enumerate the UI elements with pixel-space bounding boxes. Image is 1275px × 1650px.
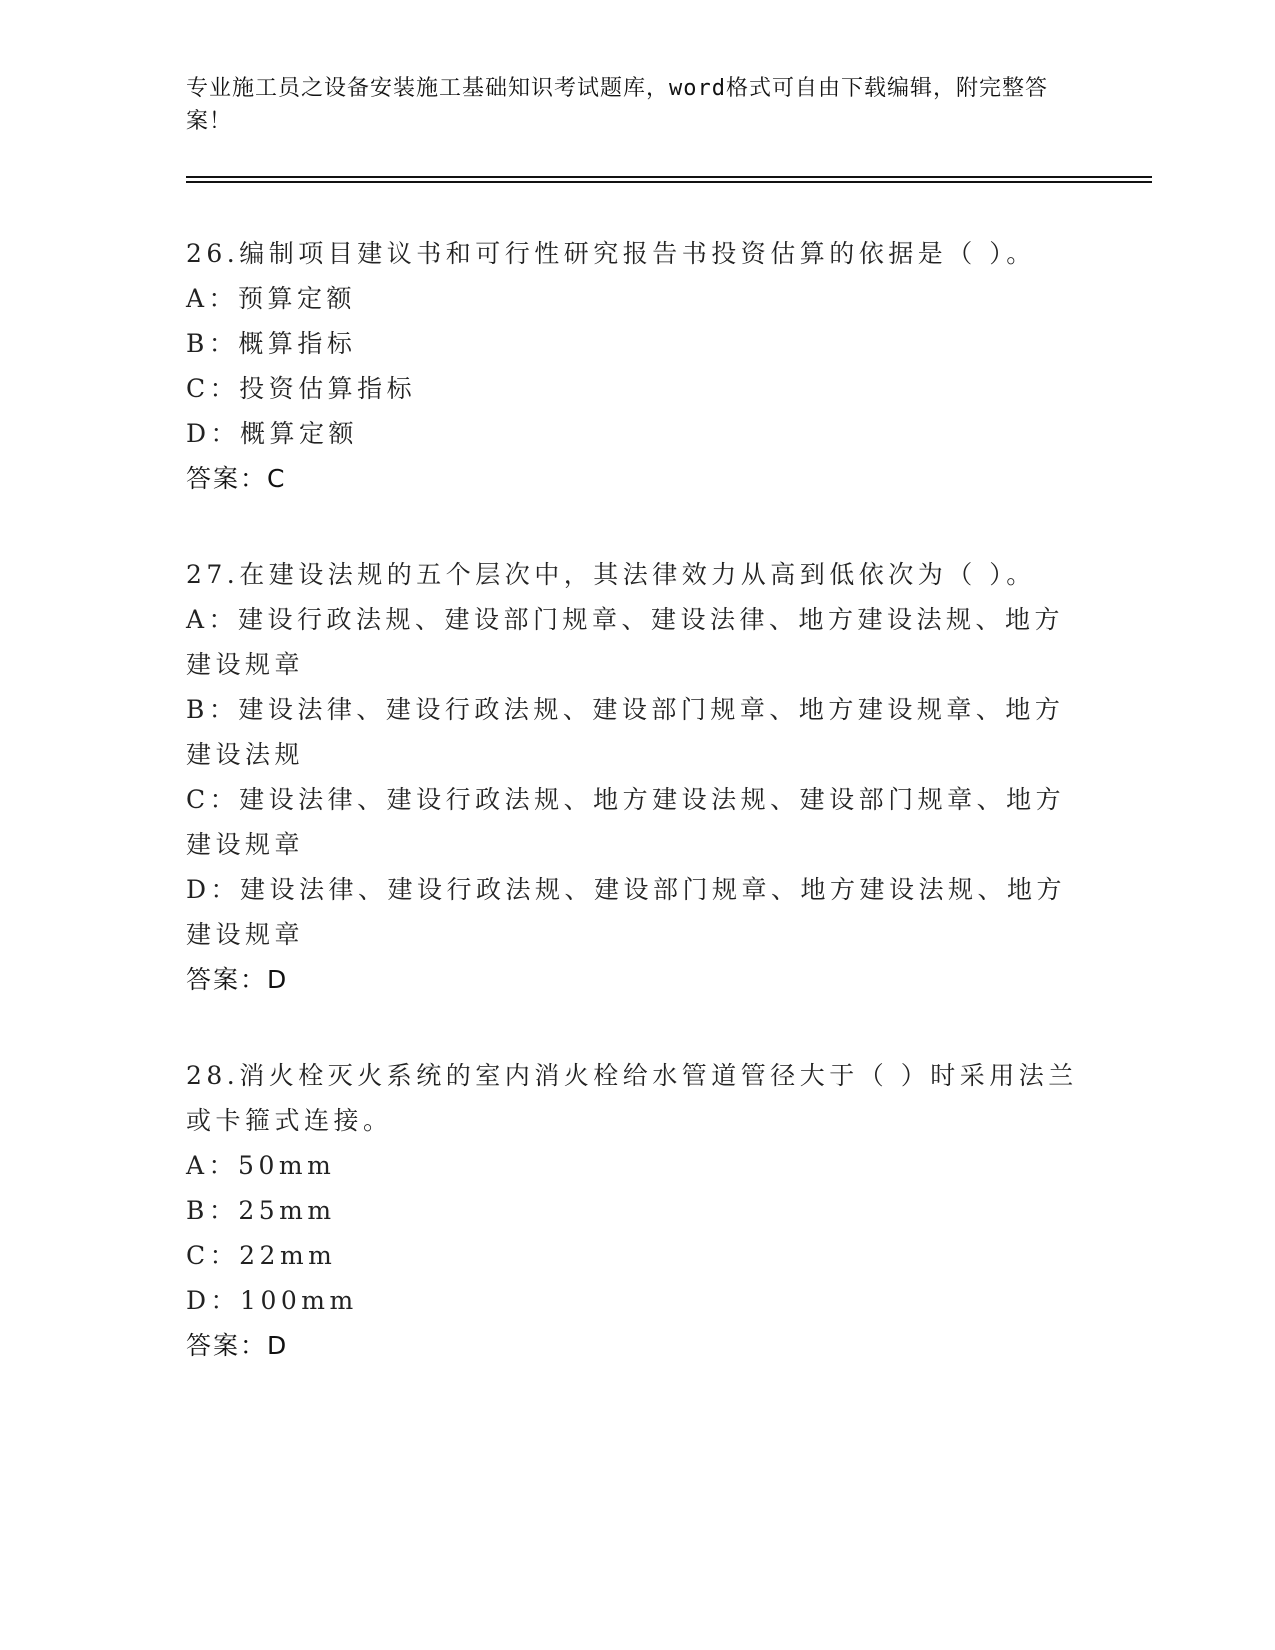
question-title: 27.在建设法规的五个层次中，其法律效力从高到低依次为（ ）。 (186, 560, 1036, 589)
option-a: A：预算定额 (186, 284, 357, 313)
answer: 答案：C (186, 464, 287, 493)
option-d: D：100mm (186, 1286, 358, 1315)
answer: 答案：D (186, 965, 289, 994)
header-divider-bottom (186, 181, 1152, 183)
option-b: B：建设法律、建设行政法规、建设部门规章、地方建设规章、地方建设法规 (186, 695, 1065, 769)
option-d: D：建设法律、建设行政法规、建设部门规章、地方建设法规、地方建设规章 (186, 875, 1067, 949)
question-title: 28.消火栓灭火系统的室内消火栓给水管道管径大于（ ）时采用法兰或卡箍式连接。 (186, 1061, 1078, 1135)
document-header: 专业施工员之设备安装施工基础知识考试题库，word格式可自由下载编辑，附完整答案！ (186, 76, 1048, 134)
option-a: A：50mm (186, 1151, 336, 1180)
header-divider-top (186, 176, 1152, 178)
answer: 答案：D (186, 1331, 289, 1360)
option-c: C：投资估算指标 (186, 374, 417, 403)
option-b: B：25mm (186, 1196, 336, 1225)
option-b: B：概算指标 (186, 329, 357, 358)
option-c: C：22mm (186, 1241, 337, 1270)
option-c: C：建设法律、建设行政法规、地方建设法规、建设部门规章、地方建设规章 (186, 785, 1066, 859)
question-28 (186, 1053, 1086, 1368)
option-a: A：建设行政法规、建设部门规章、建设法律、地方建设法规、地方建设规章 (186, 605, 1065, 679)
question-title: 26.编制项目建议书和可行性研究报告书投资估算的依据是（ ）。 (186, 239, 1036, 268)
question-27 (186, 552, 1086, 1002)
option-d: D：概算定额 (186, 419, 359, 448)
question-26 (186, 231, 1086, 501)
